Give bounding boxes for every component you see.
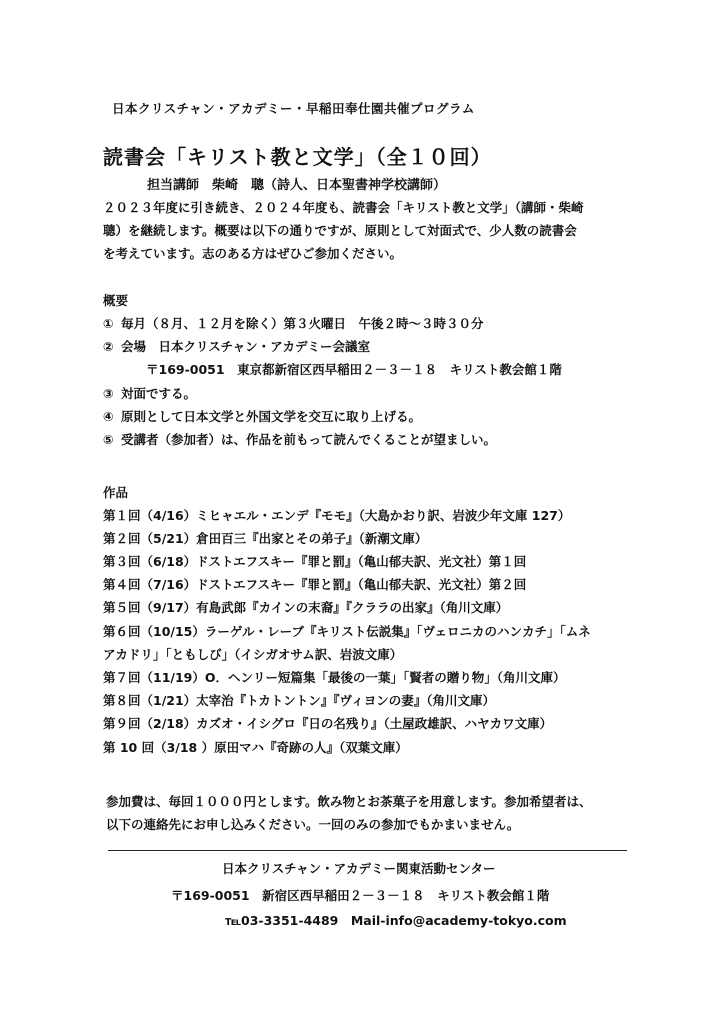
works-line: 第３回（6/18）ドストエフスキー『罪と罰』（亀山郁夫訳、光文社）第１回 [103, 554, 527, 569]
page-title: 読書会「キリスト教と文学」（全１０回） [103, 145, 492, 169]
item-text: 会場 日本クリスチャン・アカデミー会議室 [121, 339, 371, 354]
fee-line-2: 以下の連絡先にお申し込みください。一回のみの参加でもかまいません。 [106, 817, 520, 832]
overview-item [103, 409, 421, 425]
header-organizers: 日本クリスチャン・アカデミー・早稲田奉仕園共催プログラム [112, 101, 475, 116]
item-text: 〒169-0051 東京都新宿区西早稲田２－３－１８ キリスト教会館１階 [146, 362, 562, 377]
overview-address [146, 362, 562, 378]
intro-line-3: を考えています。志のある方はぜひご参加ください。 [103, 246, 403, 261]
works-line: 第２回（5/21）倉田百三『出家とその弟子』（新潮文庫） [103, 531, 428, 546]
works-heading: 作品 [103, 485, 129, 500]
works-line: 第４回（7/16）ドストエフスキー『罪と罰』（亀山郁夫訳、光文社）第２回 [103, 577, 527, 592]
fee-line-1: 参加費は、毎回１０００円とします。飲み物とお茶菓子を用意します。参加希望者は、 [106, 794, 592, 809]
item-text: 対面でする。 [121, 386, 197, 401]
works-line: 第８回（1/21）太宰治『トカトントン』『ヴィヨンの妻』（角川文庫） [103, 693, 496, 708]
overview-item [103, 386, 196, 402]
item-text: 原則として日本文学と外国文学を交互に取り上げる。 [121, 409, 422, 424]
item-mark: ② [103, 339, 114, 354]
item-text: 毎月（８月、１２月を除く）第３火曜日 午後２時～３時３０分 [121, 316, 484, 331]
instructor-line: 担当講師 柴崎 聰（詩人、日本聖書神学校講師） [147, 178, 447, 193]
footer-divider [108, 850, 627, 851]
item-mark: ③ [103, 386, 114, 401]
overview-item [103, 432, 496, 448]
works-line: 第１回（4/16）ミヒャエル・エンデ『モモ』（大島かおり訳、岩波少年文庫 127） [103, 508, 571, 523]
footer-org: 日本クリスチャン・アカデミー関東活動センター [222, 861, 496, 876]
item-mark: ⑤ [103, 432, 114, 447]
item-text: 受講者（参加者）は、作品を前もって読んでくることが望ましい。 [121, 432, 497, 447]
works-line: 第９回（2/18）カズオ・イシグロ『日の名残り』（土屋政雄訳、ハヤカワ文庫） [103, 716, 553, 731]
footer-contact: ℡03-3351-4489 Mail-info@academy-tokyo.com [225, 913, 567, 928]
works-line: アカドリ」「ともしび」（イシガオサム訳、岩波文庫） [103, 647, 403, 662]
intro-line-1: ２０２３年度に引き続き、２０２４年度も、読書会「キリスト教と文学」（講師・柴崎 [103, 200, 584, 215]
overview-heading: 概要 [103, 293, 129, 308]
item-mark: ④ [103, 409, 114, 424]
intro-line-2: 聰）を継続します。概要は以下の通りですが、原則として対面式で、少人数の読書会 [103, 223, 577, 238]
works-line: 第 10 回（3/18 ）原田マハ『奇跡の人』（双葉文庫） [103, 740, 408, 755]
overview-item [103, 339, 370, 355]
works-line: 第５回（9/17）有島武郎『カインの末裔』『クララの出家』（角川文庫） [103, 600, 509, 615]
item-mark: ① [103, 316, 114, 331]
overview-item [103, 316, 484, 332]
footer-address: 〒169-0051 新宿区西早稲田２－３－１８ キリスト教会館１階 [171, 888, 550, 903]
works-line: 第７回（11/19）O．ヘンリー短篇集「最後の一葉」「賢者の贈り物」（角川文庫） [103, 670, 566, 685]
works-line: 第６回（10/15）ラーゲル・レーブ『キリスト伝説集』「ヴェロニカのハンカチ」「ムネ [103, 624, 591, 639]
